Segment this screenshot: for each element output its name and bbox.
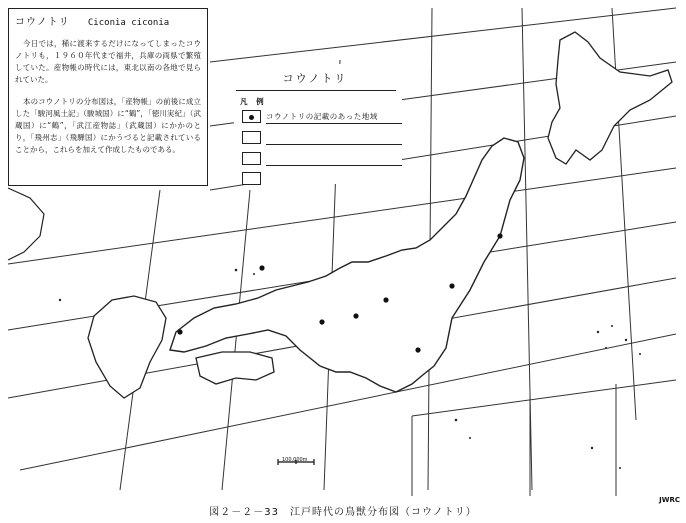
legend-label: コウノトリの記載のあった地域 xyxy=(266,112,378,121)
kyushu-landmass xyxy=(88,296,166,398)
korea-coast xyxy=(8,188,44,260)
dot-marker-icon xyxy=(249,115,254,120)
description-paragraph-2: 本のコウノトリの分布図は，「産物帳」の前後に成立した「駿河風土記」（駿城国）に“鶴”，「徳川実紀」（武蔵国）に“鶴”，「武江産物誌」（武蔵国）にかかのとり，「飛州志」（飛騨国）にかうづると記載されていることから，これらを加えて作成したものである。 xyxy=(15,97,201,154)
description-paragraph-1: 今日では，稀に渡来するだけになってしまったコウノトリも，１９６０年代まで福井，兵庫の両県で繁殖していた。産物帳の時代には，東北以南の各地で見られていた。 xyxy=(15,39,201,84)
legend-underline xyxy=(266,123,402,124)
legend-title: コウノトリ xyxy=(282,72,348,85)
legend-underline xyxy=(266,165,402,166)
species-name-latin: Ciconia ciconia xyxy=(87,18,170,28)
scale-label: 100,000m xyxy=(282,457,308,463)
legend-underline xyxy=(266,144,402,145)
legend-item-empty xyxy=(242,152,402,167)
shikoku-landmass xyxy=(196,352,274,384)
description-title xyxy=(15,13,201,28)
description-box xyxy=(8,8,208,186)
legend-divider xyxy=(236,90,396,91)
legend-item-record xyxy=(242,110,402,125)
inset-frame xyxy=(412,380,676,496)
legend-item-empty xyxy=(242,131,402,146)
figure-caption: 図２－２－33 江戸時代の鳥獣分布図（コウノトリ） xyxy=(209,507,477,518)
legend-item-empty xyxy=(242,172,402,187)
credit-label: JWRC xyxy=(659,496,680,504)
legend-swatch xyxy=(242,110,261,123)
legend-swatch xyxy=(242,131,261,144)
hokkaido-landmass xyxy=(548,32,672,164)
legend-box xyxy=(234,64,402,184)
legend-swatch xyxy=(242,152,261,165)
legend-heading: 凡 例 xyxy=(240,97,267,106)
legend-swatch xyxy=(242,172,261,185)
species-name-ja: コウノトリ xyxy=(15,17,70,28)
